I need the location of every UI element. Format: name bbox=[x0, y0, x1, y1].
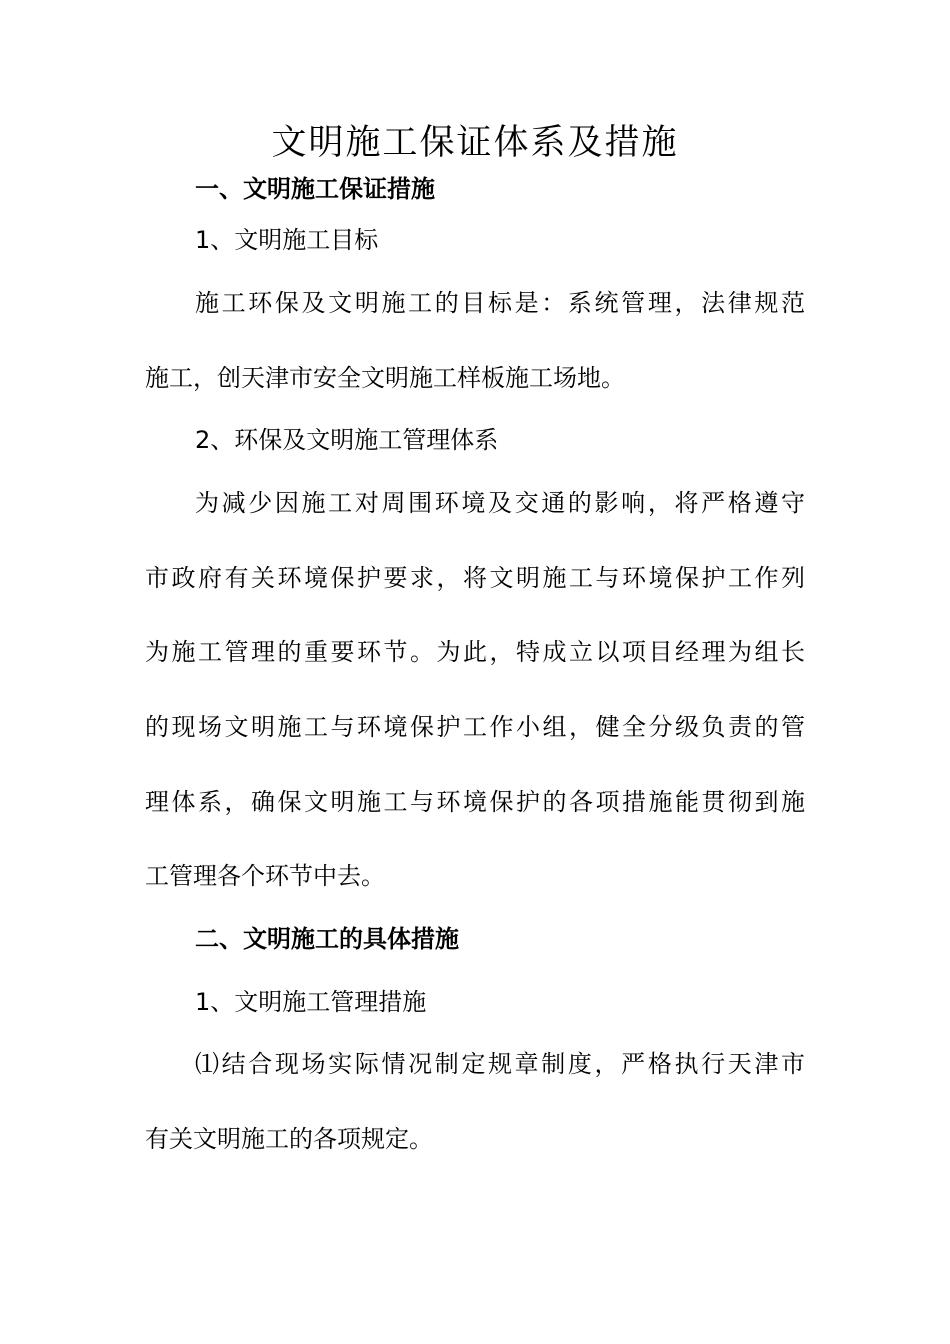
subsection-heading-2-1: 1、文明施工管理措施 bbox=[195, 988, 427, 1016]
paragraph-line: ⑴结合现场实际情况制定规章制度，严格执行天津市 bbox=[195, 1050, 805, 1078]
paragraph-line: 为施工管理的重要环节。为此，特成立以项目经理为组长 bbox=[145, 638, 805, 666]
paragraph-line: 工管理各个环节中去。 bbox=[145, 862, 385, 890]
section-heading-1: 一、文明施工保证措施 bbox=[195, 175, 435, 203]
section-heading-2: 二、文明施工的具体措施 bbox=[195, 925, 459, 953]
paragraph-line: 的现场文明施工与环境保护工作小组，健全分级负责的管 bbox=[145, 713, 805, 741]
paragraph-line: 施工环保及文明施工的目标是：系统管理，法律规范 bbox=[195, 289, 805, 317]
paragraph-line: 市政府有关环境保护要求，将文明施工与环境保护工作列 bbox=[145, 564, 805, 592]
paragraph-line: 有关文明施工的各项规定。 bbox=[145, 1125, 433, 1153]
document-title: 文明施工保证体系及措施 bbox=[271, 123, 679, 163]
paragraph-line: 理体系，确保文明施工与环境保护的各项措施能贯彻到施 bbox=[145, 788, 805, 816]
subsection-heading-1-2: 2、环保及文明施工管理体系 bbox=[195, 426, 499, 454]
paragraph-line: 为减少因施工对周围环境及交通的影响，将严格遵守 bbox=[195, 489, 805, 517]
paragraph-line: 施工，创天津市安全文明施工样板施工场地。 bbox=[145, 364, 625, 392]
subsection-heading-1-1: 1、文明施工目标 bbox=[195, 226, 379, 254]
